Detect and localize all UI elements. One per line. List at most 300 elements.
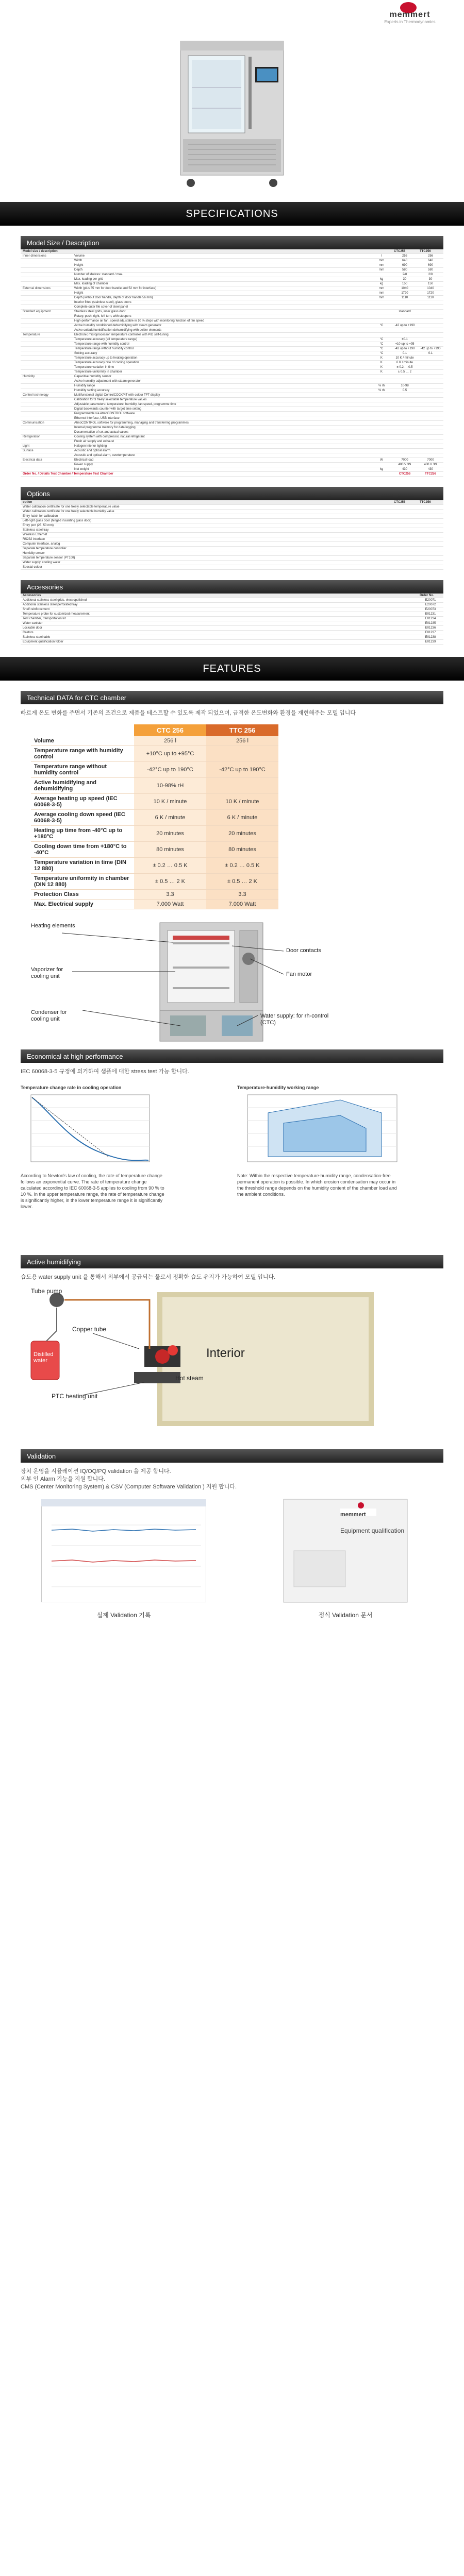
chart1-title: Temperature change rate in cooling operation [21,1085,122,1090]
table-row [21,435,443,439]
row-section [21,342,72,347]
chamber-image [160,36,304,191]
row-col2 [418,333,443,337]
row-col2 [418,533,443,537]
row-ttc: ± 0.2 … 0.5 K [206,858,278,874]
row-label: Entry hatch for calibration [21,514,392,519]
row-col2: 400 V 3N [418,463,443,467]
row-unit: °C [371,337,392,342]
row-col2 [418,412,443,416]
row-unit: l [371,254,392,259]
options-table [21,500,443,570]
row-ctc: 3.3 [134,890,206,900]
row-col1 [392,551,418,556]
validation-intro-2: 외부 인 Alarm 기능을 지원 합니다. [21,1476,105,1482]
row-col1: E20073 [418,607,443,612]
footer-col2: TTC256 [418,472,443,477]
row-col1 [392,542,418,547]
row-label: Temperature uniformity in chamber (DIN 12 880) [31,874,134,890]
row-label: Water canister [21,621,418,626]
row-col2 [418,435,443,439]
row-col1: 1040 [392,286,418,291]
row-col1 [392,510,418,514]
row-col1: 150 [392,282,418,286]
table-row [21,467,443,472]
validation-intro-3: CMS (Center Monitoring System) & CSV (Computer Software Validation ) 지원 합니다. [21,1484,237,1490]
row-col1 [392,565,418,570]
row-label: Acoustic and optical alarm, overtemperature [72,453,371,458]
row-unit: mm [371,286,392,291]
row-label: Temperature accuracy up to heating operation [72,356,371,361]
row-label: Power supply [72,463,371,467]
row-section [21,277,72,282]
table-row [31,810,278,826]
row-col1: E01239 [418,640,443,645]
row-section: Refrigeration [21,435,72,439]
row-label: Calibration for 3 freely selectable temperature values [72,398,371,402]
diagram-leader-lines [21,918,443,1046]
row-section [21,319,72,324]
row-col2 [418,542,443,547]
table-row [21,365,443,370]
validation-section-header: Validation [21,1449,443,1463]
row-col1 [392,444,418,449]
table-row [21,631,443,635]
row-col1: 0.1 [392,351,418,356]
table-row [21,547,443,551]
row-unit: °C [371,324,392,328]
footer-label: Order No. / Details Test Chamber / Temperature Test Chamber [21,472,392,477]
row-col2 [418,305,443,310]
row-col2 [418,561,443,565]
row-unit [371,449,392,453]
table-row [21,561,443,565]
column-header-label: Accessories [21,594,418,598]
row-col1: 1720 [392,291,418,296]
row-col1: ± 0.5 … 2 [392,370,418,375]
row-label: Humidity range [72,384,371,388]
product-hero [0,31,464,196]
label-condenser: Condenser for cooling unit [31,1009,67,1022]
table-row [21,542,443,547]
row-label: Active humidity adjustment with steam generator [72,379,371,384]
row-col2 [418,398,443,402]
row-label: AtmoCONTROL software for programming, managing and transferring programmes [72,421,371,426]
row-col1 [392,319,418,324]
row-col1: +10 up to +95 [392,342,418,347]
table-row [31,900,278,909]
humid-section-header: Active humidifying [21,1255,443,1268]
row-unit [371,328,392,333]
row-unit [371,416,392,421]
label-interior: Interior [206,1346,245,1360]
row-col2 [418,300,443,305]
caption-document: 정식 Validation 문서 [318,1612,373,1619]
row-col2 [418,314,443,319]
specifications-banner [0,202,464,226]
row-section [21,263,72,268]
row-col1: E01238 [418,635,443,640]
row-col1 [392,412,418,416]
row-label: Separate temperature sensor (PT100) [21,556,392,561]
row-label: Test chamber, transportation kit [21,617,418,621]
row-ctc: 10 K / minute [134,794,206,810]
row-label: Interior fitted (stainless steel), glass doors [72,300,371,305]
table-row [21,523,443,528]
row-label: Digital backwards counter with target time setting [72,407,371,412]
row-col1 [392,533,418,537]
options-section-header: Options [21,487,443,500]
row-section [21,305,72,310]
row-label: Temperature uniformity in chamber [72,370,371,375]
row-label: Humidity sensor [21,551,392,556]
label-hot-steam: Hot steam [175,1375,204,1382]
row-ctc: +10°C up to +95°C [134,746,206,762]
row-label: Fresh air supply and exhaust [72,439,371,444]
row-label: Special colour [21,565,392,570]
row-col1 [392,426,418,430]
column-header-label: option [21,500,392,505]
row-label: Max. loading of chamber [72,282,371,286]
features-banner [0,657,464,681]
row-col2 [418,356,443,361]
row-label: Halogen interior lighting [72,444,371,449]
row-col1 [392,300,418,305]
row-label: Net weight [72,467,371,472]
table-row [31,778,278,794]
table-row [21,393,443,398]
row-label: Temperature range with humidity control [72,342,371,347]
row-unit: % rh [371,384,392,388]
row-col1 [392,435,418,439]
row-col1 [392,379,418,384]
humidifying-diagram [21,1284,443,1439]
row-section [21,463,72,467]
table-row [21,277,443,282]
table-row [21,384,443,388]
row-col1 [392,439,418,444]
table-row [21,449,443,453]
row-ttc: 80 minutes [206,842,278,858]
row-col1 [392,314,418,319]
table-header-row [21,594,443,598]
row-col1 [392,398,418,402]
chart1-note: According to Newton's law of cooling, the rate of temperature change follows an exponential curve. The rate of temperature change calculated according to IEC 60068-3-5 applies to cooling from 90 % to 10 %. In the upper temperature range, the rate of temperature change is significantly higher, in the lower temperature range it is significantly lower. [21,1173,164,1209]
row-col2 [418,365,443,370]
table-row [21,617,443,621]
row-col1 [392,416,418,421]
row-col1: -42 up to +190 [392,324,418,328]
row-section [21,268,72,273]
row-col1: E01235 [418,621,443,626]
row-section [21,388,72,393]
row-col2 [418,319,443,324]
row-unit: mm [371,291,392,296]
row-col1 [392,305,418,310]
row-label: Max. Electrical supply [31,900,134,909]
row-unit: K [371,365,392,370]
row-label: Adjustable parameters: temperature, humidity, fan speed, programme time [72,402,371,407]
table-row [21,259,443,263]
table-row [21,324,443,328]
table-row [21,430,443,435]
row-col1: 10-98 [392,384,418,388]
table-row [21,398,443,402]
row-col2 [418,453,443,458]
row-col1: E20071 [418,598,443,603]
row-label: Cooling down time from +180°C to -40°C [31,842,134,858]
table-row [21,640,443,645]
row-label: Temperature range without humidity control [31,762,134,778]
row-ttc: -42°C up to 190°C [206,762,278,778]
row-unit: K [371,356,392,361]
row-unit [371,412,392,416]
table-header-row [31,724,278,736]
row-unit [371,333,392,337]
row-col2 [418,449,443,453]
table-row [21,458,443,463]
row-col2: 2/8 [418,273,443,277]
label-ptc-heating: PTC heating unit [52,1393,98,1400]
row-unit [371,463,392,467]
table-row [21,351,443,356]
row-unit [371,426,392,430]
row-label: Stainless steel tray [21,528,392,533]
row-section [21,351,72,356]
column-header-ctc: CTC 256 [134,724,206,736]
row-label: Active cold/dehumidification dehumidifying with peltier elements [72,328,371,333]
row-col1: standard [392,310,418,314]
model-spec-table [21,249,443,477]
table-row [21,514,443,519]
table-row [21,314,443,319]
label-copper-tube: Copper tube [72,1326,107,1333]
row-col2 [418,310,443,314]
row-ctc: 7.000 Watt [134,900,206,909]
row-col2 [418,439,443,444]
row-col2 [418,505,443,510]
row-unit: W [371,458,392,463]
row-ctc: 6 K / minute [134,810,206,826]
row-col2 [418,402,443,407]
table-row [21,370,443,375]
row-ctc: ± 0.2 … 0.5 K [134,858,206,874]
row-section [21,384,72,388]
row-section: Communication [21,421,72,426]
row-label: Multifunctional digital ControlCOCKPIT with colour TFT display [72,393,371,398]
row-col1: 580 [392,268,418,273]
row-col1: 6 K / minute [392,361,418,365]
row-ctc: 80 minutes [134,842,206,858]
row-section [21,407,72,412]
working-range-chart [237,1085,402,1171]
brand-name: memmert [389,10,430,19]
performance-charts [21,1080,443,1245]
row-label: Heating up time from -40°C up to +180°C [31,826,134,842]
row-label: Shelf reinforcement [21,607,418,612]
row-unit [371,435,392,439]
row-label: Electrical load [72,458,371,463]
row-unit [371,407,392,412]
row-col1 [392,407,418,412]
row-unit [371,305,392,310]
table-row [21,463,443,467]
row-section: External dimensions [21,286,72,291]
cooling-rate-chart [21,1085,155,1171]
row-section [21,273,72,277]
specifications-title: SPECIFICATIONS [186,208,278,219]
row-ttc: 7.000 Watt [206,900,278,909]
row-unit: mm [371,268,392,273]
row-section: Inner dimensions [21,254,72,259]
row-unit [371,398,392,402]
column-header-unit [371,249,392,254]
label-fan-motor: Fan motor [286,971,312,977]
row-col2: 0.1 [418,351,443,356]
row-col1: 30 [392,277,418,282]
row-col2 [418,384,443,388]
row-unit [371,421,392,426]
row-unit [371,402,392,407]
row-col1 [392,519,418,523]
row-section [21,259,72,263]
row-label: Depth [72,268,371,273]
row-unit [371,375,392,379]
column-header-col1: Order No. [418,594,443,598]
row-label: Complete outer file cover of steel panel [72,305,371,310]
row-section [21,398,72,402]
row-col2: 7000 [418,458,443,463]
table-row [21,347,443,351]
row-label: Average cooling down speed (IEC 60068-3-5) [31,810,134,826]
row-unit: °C [371,347,392,351]
row-col2 [418,444,443,449]
row-ttc: 3.3 [206,890,278,900]
row-label: Humidity setting accuracy [72,388,371,393]
column-header-col2: TTC256 [418,500,443,505]
row-label: Cooling system with compressor, natural refrigerant [72,435,371,439]
table-row [21,319,443,324]
row-col2 [418,514,443,519]
label-water-supply: Water supply: for rh-control (CTC) [260,1013,329,1026]
table-row [31,746,278,762]
row-col2 [418,379,443,384]
row-col2: 1110 [418,296,443,300]
tech-data-table [31,724,278,909]
caption-record: 실제 Validation 기록 [96,1612,151,1619]
label-distilled-water: Distilled water [34,1351,54,1364]
row-col1 [392,402,418,407]
row-label: Programmable via AtmoCONTROL software [72,412,371,416]
row-unit [371,393,392,398]
row-unit: °C [371,351,392,356]
row-label: Ethernet interface, USB interface [72,416,371,421]
row-col1: E01237 [418,631,443,635]
row-section [21,416,72,421]
row-label: Lockable door [21,626,418,631]
row-unit: K [371,370,392,375]
row-section [21,467,72,472]
table-row [21,621,443,626]
working-range-plot [237,1092,402,1170]
tech-intro: 빠르게 온도 변화를 주면서 기존의 조건으로 제품을 테스트할 수 있도록 제작 되었으며, 급격한 온도변화와 환경을 재현해주는 모델 입니다 [21,710,356,716]
row-col1 [392,375,418,379]
row-col1: 690 [392,263,418,268]
table-row [21,407,443,412]
row-unit: mm [371,263,392,268]
row-ctc: 20 minutes [134,826,206,842]
row-label: Depth (without door handle, depth of door handle 56 mm) [72,296,371,300]
row-col2 [418,416,443,421]
row-section [21,430,72,435]
row-section: Control technology [21,393,72,398]
table-row [21,556,443,561]
table-row [21,635,443,640]
row-unit [371,310,392,314]
row-label: Average heating up speed (IEC 60068-3-5) [31,794,134,810]
table-row [21,607,443,612]
row-col1: E01234 [418,617,443,621]
row-section: Light [21,444,72,449]
row-label: Temperature probe for customized measurement [21,612,418,617]
row-section [21,296,72,300]
table-row [31,826,278,842]
row-section: Surface [21,449,72,453]
row-unit [371,379,392,384]
row-col1 [392,333,418,337]
row-unit: kg [371,467,392,472]
table-row [21,375,443,379]
table-row [21,328,443,333]
table-row [21,537,443,542]
row-col2 [418,528,443,533]
table-row [21,402,443,407]
row-col2 [418,547,443,551]
chamber-diagram [21,918,443,1046]
table-row [21,388,443,393]
row-unit: mm [371,259,392,263]
table-row [21,426,443,430]
cooling-rate-plot [21,1092,155,1170]
row-col2 [418,388,443,393]
table-row [21,519,443,523]
row-col1: E01231 [418,612,443,617]
row-section [21,426,72,430]
row-label: Water calibration certificate for one freely selectable humidity value [21,510,392,514]
row-section [21,291,72,296]
row-col2 [418,324,443,328]
row-section [21,347,72,351]
table-row [21,444,443,449]
row-col1: 430 [392,467,418,472]
row-col2: 580 [418,268,443,273]
row-unit [371,453,392,458]
table-row [31,842,278,858]
row-section [21,412,72,416]
row-col2 [418,551,443,556]
row-ctc: -42°C up to 190°C [134,762,206,778]
row-col2 [418,565,443,570]
features-title: FEATURES [203,663,261,674]
row-section [21,324,72,328]
table-row [21,505,443,510]
row-section [21,453,72,458]
row-label: Volume [72,254,371,259]
humidifier-schematic-icon [21,1284,443,1439]
row-label: Capacitive humidity sensor [72,375,371,379]
row-col1: E20072 [418,603,443,607]
table-row [21,412,443,416]
